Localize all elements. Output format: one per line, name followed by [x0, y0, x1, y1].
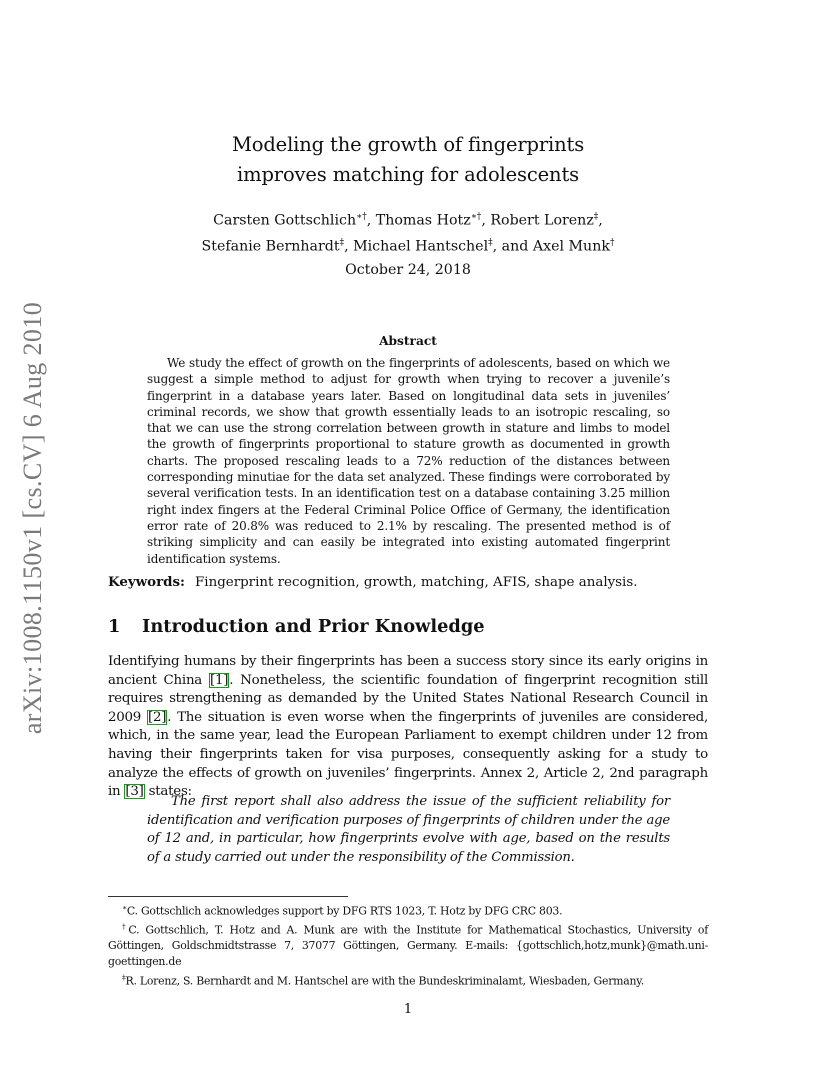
arxiv-identifier-stamp: arXiv:1008.1150v1 [cs.CV] 6 Aug 2010	[18, 301, 47, 735]
section-title: Introduction and Prior Knowledge	[142, 616, 485, 637]
section-heading	[108, 614, 708, 640]
keywords	[108, 573, 708, 592]
block-quote: The first report shall also address the issue of the sufficient reliability for identification and verification purposes of fingerprints of children under the age of 12 and, in particular, how fingerprints evolve with age, based on the results of a study carried out under the responsibility of the Commission.	[147, 794, 670, 865]
affiliation-mark: †	[609, 237, 615, 248]
abstract-body: We study the effect of growth on the fingerprints of adolescents, based on which we suggest a simple method to adjust for growth when trying to recover a juvenile’s fingerprint in a database years later. Based on longitudinal data sets in juveniles’ criminal records, we show that growth essentially leads to an isotropic rescaling, so that we can use the strong correlation between growth in stature and limbs to model the growth of fingerprints proportional to stature growth as documented in growth charts. The proposed rescaling leads to a 72% reduction of the distances between corresponding minutiae for the data set analyzed. These findings were corroborated by several verification tests. In an identification test on a database containing 3.25 million right index fingers at the Federal Criminal Police Office of Germany, the identification error rate of 20.8% was reduced to 2.1% by rescaling. The presented method is of striking simplicity and can easily be integrated into existing automated fingerprint identification systems.	[147, 356, 670, 566]
author-name: Robert Lorenz	[490, 212, 594, 229]
footnote: ‡R. Lorenz, S. Bernhardt and M. Hantschel are with the Bundeskriminalamt, Wiesbaden, Germany.	[122, 972, 644, 988]
keywords-text: Fingerprint recognition, growth, matching, AFIS, shape analysis.	[195, 575, 638, 590]
author-list	[108, 206, 708, 257]
intro-paragraph: Identifying humans by their fingerprints has been a success story since its early origins in ancient China [1]. Nonetheless, the scientific foundation of fingerprint recognition still requires strengthening as demanded by the United States National Research Council in 2009 [2]. The situation is even worse when the fingerprints of juveniles are considered, which, in the same year, lead the European Parliament to exempt children under 12 from having their fingerprints taken for visa purposes, consequently asking for a study to analyze the effects of growth on juveniles’ fingerprints. Annex 2, Article 2, 2nd paragraph in [3] states:	[108, 654, 708, 800]
footnote-mark: ∗	[122, 903, 127, 912]
paper-date: October 24, 2018	[345, 262, 471, 278]
footnote: †C. Gottschlich, T. Hotz and A. Munk are with the Institute for Mathematical Stochastics, University of Göttingen, Goldschmidtstrasse 7, 37077 Göttingen, Germany. E-mails: {gottschlich,hotz,munk}@math.uni-goettingen.de	[108, 922, 708, 969]
affiliation-mark: ∗†	[356, 212, 367, 222]
abstract-heading: Abstract	[379, 334, 437, 348]
citation-link[interactable]: [3]	[125, 784, 144, 800]
author-line-1: Carsten Gottschlich∗†, Thomas Hotz∗†, Robert Lorenz‡,	[213, 212, 603, 229]
keywords-label: Keywords:	[108, 574, 186, 590]
affiliation-mark: ∗†	[470, 212, 482, 222]
title-line-2: improves matching for adolescents	[237, 163, 579, 186]
footnote-mark: ‡	[122, 972, 126, 982]
author-name: Stefanie Bernhardt	[201, 238, 340, 255]
section-number: 1	[108, 616, 121, 637]
author-name: Michael Hantschel	[353, 238, 489, 255]
citation-link[interactable]: [1]	[210, 672, 229, 688]
page-number: 1	[403, 1002, 413, 1017]
author-name: Thomas Hotz	[375, 212, 471, 229]
affiliation-mark: ‡	[593, 212, 599, 222]
footnote-mark: †	[122, 922, 129, 932]
affiliation-mark: ‡	[488, 237, 493, 248]
footnote-rule	[108, 896, 348, 897]
affiliation-mark: ‡	[339, 237, 345, 248]
author-name: Carsten Gottschlich	[213, 212, 357, 229]
title-line-1: Modeling the growth of fingerprints	[231, 133, 585, 156]
footnote: ∗C. Gottschlich acknowledges support by DFG RTS 1023, T. Hotz by DFG CRC 803.	[122, 903, 563, 918]
footnotes	[108, 900, 708, 989]
paper-title	[108, 130, 708, 190]
citation-link[interactable]: [2]	[147, 709, 167, 725]
author-line-2: Stefanie Bernhardt‡, Michael Hantschel‡, and Axel Munk†	[201, 237, 615, 255]
author-name: Axel Munk	[532, 238, 610, 255]
